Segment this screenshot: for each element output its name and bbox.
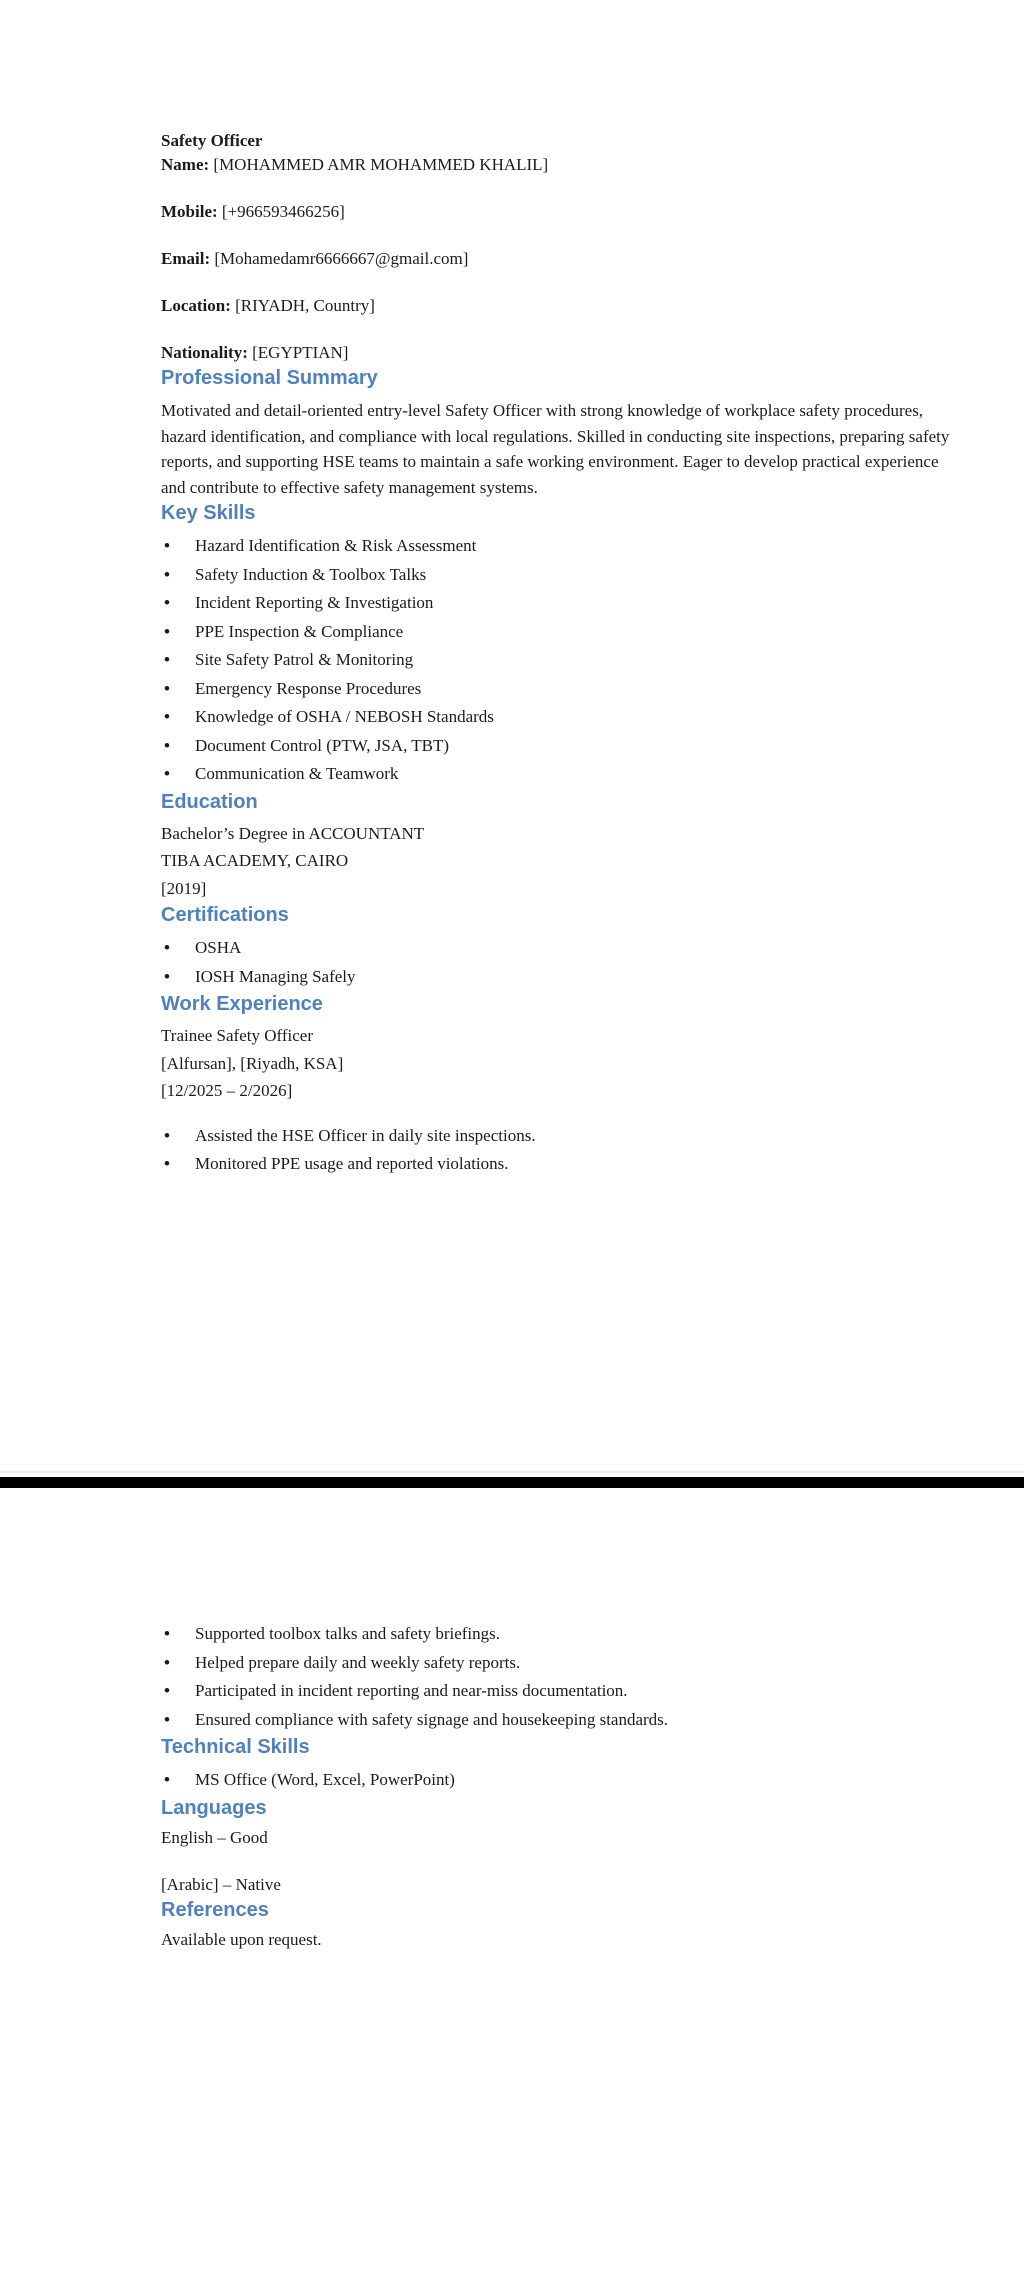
nationality-value: [EGYPTIAN] bbox=[252, 343, 349, 362]
list-item: • Participated in incident reporting and near-miss documentation. bbox=[161, 1677, 953, 1706]
work-date-range: [12/2025 – 2/2026] bbox=[161, 1081, 293, 1100]
contact-location-line bbox=[161, 294, 953, 318]
list-item: • IOSH Managing Safely bbox=[161, 963, 953, 992]
heading-work-experience: Work Experience bbox=[161, 993, 323, 1015]
document-title: Safety Officer bbox=[161, 131, 263, 150]
mobile-label: Mobile: bbox=[161, 202, 218, 221]
list-item: • Emergency Response Procedures bbox=[161, 675, 953, 704]
page-edge-line bbox=[0, 1471, 1024, 1473]
list-item: • Hazard Identification & Risk Assessment bbox=[161, 532, 953, 561]
heading-key-skills: Key Skills bbox=[161, 502, 256, 524]
work-experience-bullets-page1 bbox=[161, 1122, 953, 1179]
location-value: [RIYADH, Country] bbox=[235, 296, 375, 315]
list-item: • MS Office (Word, Excel, PowerPoint) bbox=[161, 1766, 953, 1795]
list-item: • Supported toolbox talks and safety briefings. bbox=[161, 1620, 953, 1649]
contact-nationality-line bbox=[161, 341, 953, 365]
page-1 bbox=[161, 129, 953, 1179]
language-english: English – Good bbox=[161, 1827, 268, 1847]
language-arabic: [Arabic] – Native bbox=[161, 1874, 281, 1894]
email-value: [Mohamedamr6666667@gmail.com] bbox=[214, 249, 469, 268]
heading-languages: Languages bbox=[161, 1796, 267, 1819]
email-label: Email: bbox=[161, 249, 211, 268]
list-item: • Helped prepare daily and weekly safety reports. bbox=[161, 1649, 953, 1678]
contact-mobile-line bbox=[161, 200, 953, 224]
location-label: Location: bbox=[161, 296, 231, 315]
page-2 bbox=[161, 1620, 953, 1952]
education-degree: Bachelor’s Degree in ACCOUNTANT bbox=[161, 823, 425, 843]
technical-skills-list bbox=[161, 1766, 953, 1795]
list-item: • Communication & Teamwork bbox=[161, 760, 953, 789]
key-skills-list bbox=[161, 532, 953, 789]
professional-summary-text: Motivated and detail-oriented entry-level Safety Officer with strong knowledge of workplace safety procedures, hazard identification, and compliance with local regulations. Skilled in conducting site inspections, preparing safety reports, and supporting HSE teams to maintain a safe working environment. Eager to develop practical experience and contribute to effective safety management systems. bbox=[161, 401, 950, 497]
list-item: • Document Control (PTW, JSA, TBT) bbox=[161, 732, 953, 761]
list-item: • Site Safety Patrol & Monitoring bbox=[161, 646, 953, 675]
education-block bbox=[161, 820, 953, 903]
heading-professional-summary: Professional Summary bbox=[161, 367, 378, 389]
mobile-value: [+966593466256] bbox=[221, 202, 345, 221]
nationality-label: Nationality: bbox=[161, 343, 248, 362]
work-job-title: Trainee Safety Officer bbox=[161, 1026, 314, 1045]
name-value: [MOHAMMED AMR MOHAMMED KHALIL] bbox=[213, 155, 549, 174]
list-item: • Knowledge of OSHA / NEBOSH Standards bbox=[161, 703, 953, 732]
list-item: • OSHA bbox=[161, 934, 953, 963]
contact-name-line bbox=[161, 153, 953, 177]
name-label: Name: bbox=[161, 155, 210, 174]
heading-technical-skills: Technical Skills bbox=[161, 1736, 310, 1758]
heading-education: Education bbox=[161, 790, 258, 813]
heading-references: References bbox=[161, 1898, 269, 1921]
work-experience-block bbox=[161, 1022, 953, 1105]
contact-email-line bbox=[161, 247, 953, 271]
list-item: • Monitored PPE usage and reported violations. bbox=[161, 1150, 953, 1179]
list-item: • PPE Inspection & Compliance bbox=[161, 618, 953, 647]
work-company-location: [Alfursan], [Riyadh, KSA] bbox=[161, 1053, 344, 1073]
education-year: [2019] bbox=[161, 878, 207, 898]
education-school: TIBA ACADEMY, CAIRO bbox=[161, 851, 349, 870]
list-item: • Safety Induction & Toolbox Talks bbox=[161, 561, 953, 590]
certifications-list bbox=[161, 934, 953, 991]
page-separator-bar bbox=[0, 1477, 1024, 1488]
references-text: Available upon request. bbox=[161, 1929, 322, 1949]
heading-certifications: Certifications bbox=[161, 904, 289, 926]
list-item: • Assisted the HSE Officer in daily site inspections. bbox=[161, 1122, 953, 1151]
list-item: • Ensured compliance with safety signage and housekeeping standards. bbox=[161, 1706, 953, 1735]
list-item: • Incident Reporting & Investigation bbox=[161, 589, 953, 618]
work-experience-bullets-page2 bbox=[161, 1620, 953, 1734]
